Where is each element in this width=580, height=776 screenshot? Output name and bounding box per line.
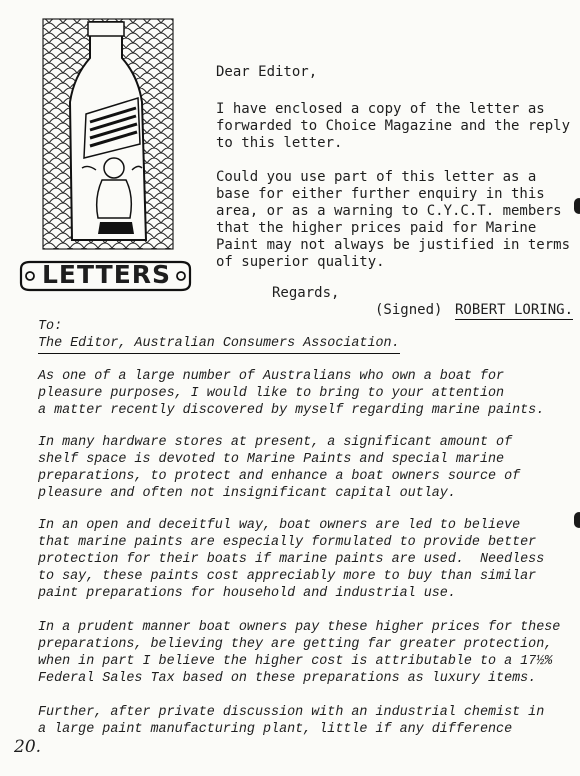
letters-banner — [18, 257, 193, 295]
page-number: 20. — [14, 737, 42, 757]
paragraph-4: In a prudent manner boat owners pay these higher prices for these preparations, believing they are getting far greater protection, when in part I believe the higher cost is attributable to a 17½% Federal Sales Tax based on these preparations as luxury items. — [38, 620, 561, 686]
closing-regards: Regards, — [272, 285, 340, 301]
bottle-with-figure-icon — [42, 18, 174, 250]
binder-hole — [574, 512, 580, 528]
addressee: The Editor, Australian Consumers Association. — [38, 335, 400, 354]
cover-paragraph-2: Could you use part of this letter as a base for either further enquiry in this area, or as a warning to C.Y.C.T. members that the higher prices paid for Marine Paint may not always be justified in terms of superior quality. — [216, 169, 571, 270]
paragraph-1: As one of a large number of Australians who own a boat for pleasure purposes, I would like to bring to your attention a matter recently discovered by myself regarding marine paints. — [38, 369, 545, 418]
paragraph-5: Further, after private discussion with an industrial chemist in a large paint manufacturing plant, little if any difference — [38, 705, 545, 737]
signer-name: ROBERT LORING. — [455, 302, 574, 318]
banner-title: LETTERS — [42, 260, 172, 289]
paragraph-3: In an open and deceitful way, boat owners are led to believe that marine paints are especially formulated to provide better protection for their boats if marine paints are used. Needless to say, these paints cost appreciably more to buy than similar paint preparations for household and industrial use. — [38, 518, 545, 601]
paragraph-2: In many hardware stores at present, a significant amount of shelf space is devoted to Marine Paints and special marine preparations, to protect and enhance a boat owners source of pleasure and often not insignificant capital outlay. — [38, 435, 521, 501]
letter-salutation: Dear Editor, — [216, 64, 318, 80]
to-label: To: — [38, 319, 63, 334]
cover-paragraph-1: I have enclosed a copy of the letter as forwarded to Choice Magazine and the reply to this letter. — [216, 101, 571, 151]
binder-hole — [574, 198, 580, 214]
signed-label: (Signed) — [375, 302, 443, 318]
